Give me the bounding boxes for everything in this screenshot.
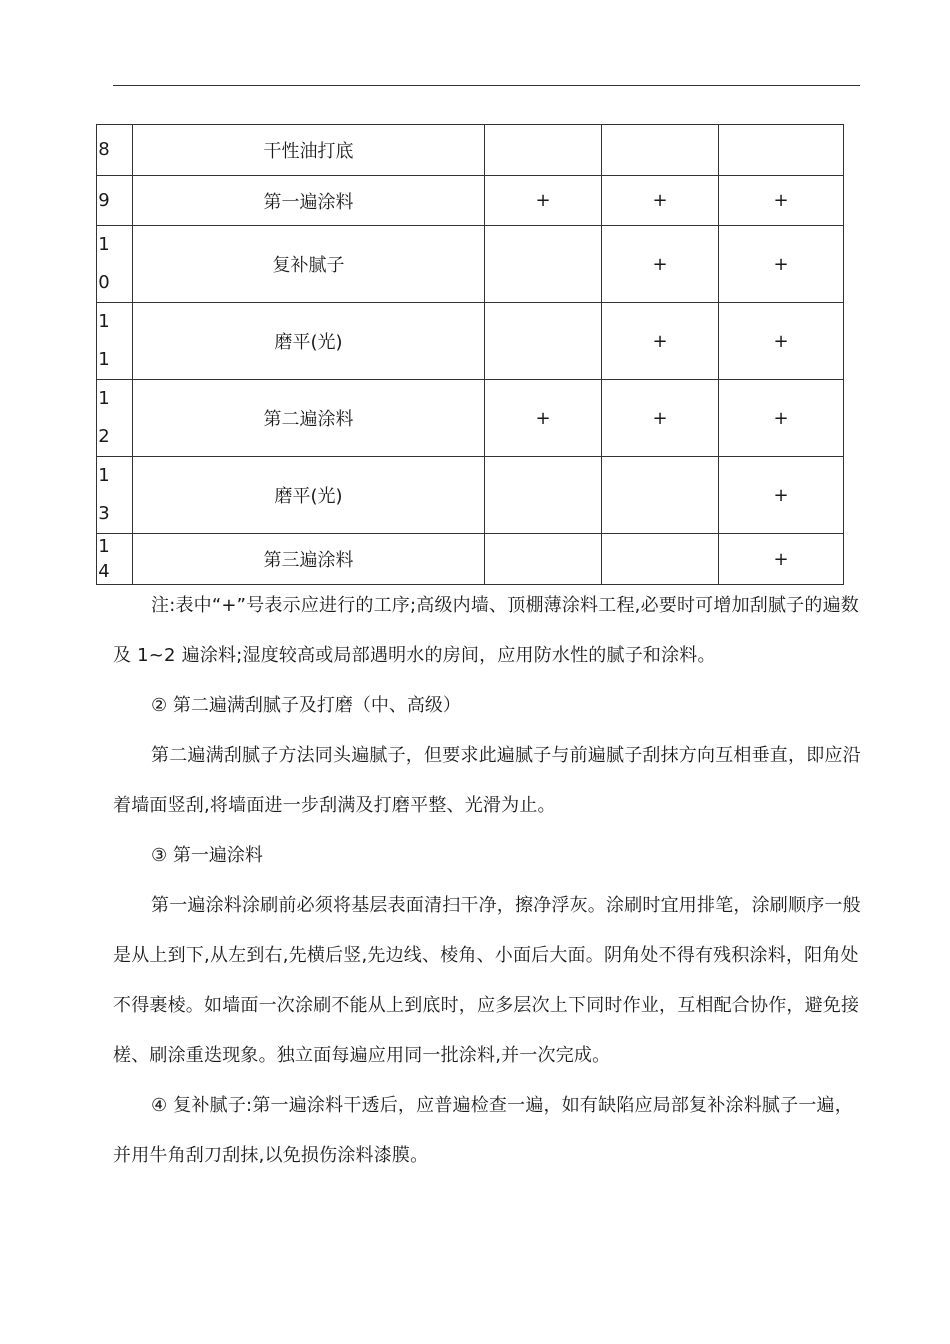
grade-mark: +	[602, 303, 719, 380]
grade-mark	[485, 303, 602, 380]
step-number: 9	[97, 176, 133, 226]
grade-mark: +	[485, 380, 602, 457]
table-row	[97, 125, 844, 176]
step-name: 干性油打底	[133, 125, 485, 176]
document-body	[113, 581, 863, 1181]
grade-mark: +	[719, 457, 844, 534]
grade-mark	[602, 457, 719, 534]
grade-mark: +	[719, 380, 844, 457]
step-number: 10	[97, 226, 133, 303]
grade-mark: +	[485, 176, 602, 226]
paragraph: 第二遍满刮腻子方法同头遍腻子，但要求此遍腻子与前遍腻子刮抹方向互相垂直，即应沿着墙面竖刮,将墙面进一步刮满及打磨平整、光滑为止。	[113, 745, 861, 816]
step-name: 第三遍涂料	[133, 534, 485, 585]
table-note: 注:表中“+”号表示应进行的工序;高级内墙、顶棚薄涂料工程,必要时可增加刮腻子的遍数及 1~2 遍涂料;湿度较高或局部遇明水的房间，应用防水性的腻子和涂料。	[113, 595, 859, 666]
section-heading: ③ 第一遍涂料	[151, 845, 263, 866]
table-row	[97, 303, 844, 380]
grade-mark: +	[602, 380, 719, 457]
step-name: 复补腻子	[133, 226, 485, 303]
table-row	[97, 380, 844, 457]
grade-mark: +	[719, 303, 844, 380]
step-number: 11	[97, 303, 133, 380]
grade-mark	[485, 457, 602, 534]
step-number: 8	[97, 125, 133, 176]
grade-mark	[602, 125, 719, 176]
grade-mark: +	[719, 226, 844, 303]
step-name: 第二遍涂料	[133, 380, 485, 457]
grade-mark	[485, 226, 602, 303]
grade-mark: +	[719, 534, 844, 585]
table-row	[97, 226, 844, 303]
grade-mark	[485, 534, 602, 585]
grade-mark	[602, 534, 719, 585]
header-rule	[113, 85, 860, 86]
step-name: 第一遍涂料	[133, 176, 485, 226]
paragraph: 第一遍涂料涂刷前必须将基层表面清扫干净，擦净浮灰。涂刷时宜用排笔，涂刷顺序一般是从上到下,从左到右,先横后竖,先边线、棱角、小面后大面。阴角处不得有残积涂料，阳角处不得裹棱。如墙面一次涂刷不能从上到底时，应多层次上下同时作业，互相配合协作，避免接槎、刷涂重迭现象。独立面每遍应用同一批涂料,并一次完成。	[113, 895, 861, 1066]
section-heading: ② 第二遍满刮腻子及打磨（中、高级）	[151, 695, 461, 716]
grade-mark	[485, 125, 602, 176]
grade-mark: +	[719, 176, 844, 226]
step-number: 13	[97, 457, 133, 534]
table-row	[97, 457, 844, 534]
grade-mark	[719, 125, 844, 176]
step-number: 12	[97, 380, 133, 457]
table-row	[97, 176, 844, 226]
step-name: 磨平(光)	[133, 457, 485, 534]
table-row	[97, 534, 844, 585]
grade-mark: +	[602, 176, 719, 226]
step-name: 磨平(光)	[133, 303, 485, 380]
grade-mark: +	[602, 226, 719, 303]
process-table	[96, 124, 844, 585]
paragraph: ④ 复补腻子:第一遍涂料干透后，应普遍检查一遍，如有缺陷应局部复补涂料腻子一遍，并用牛角刮刀刮抹,以免损伤涂料漆膜。	[113, 1095, 853, 1166]
step-number: 14	[97, 534, 133, 585]
